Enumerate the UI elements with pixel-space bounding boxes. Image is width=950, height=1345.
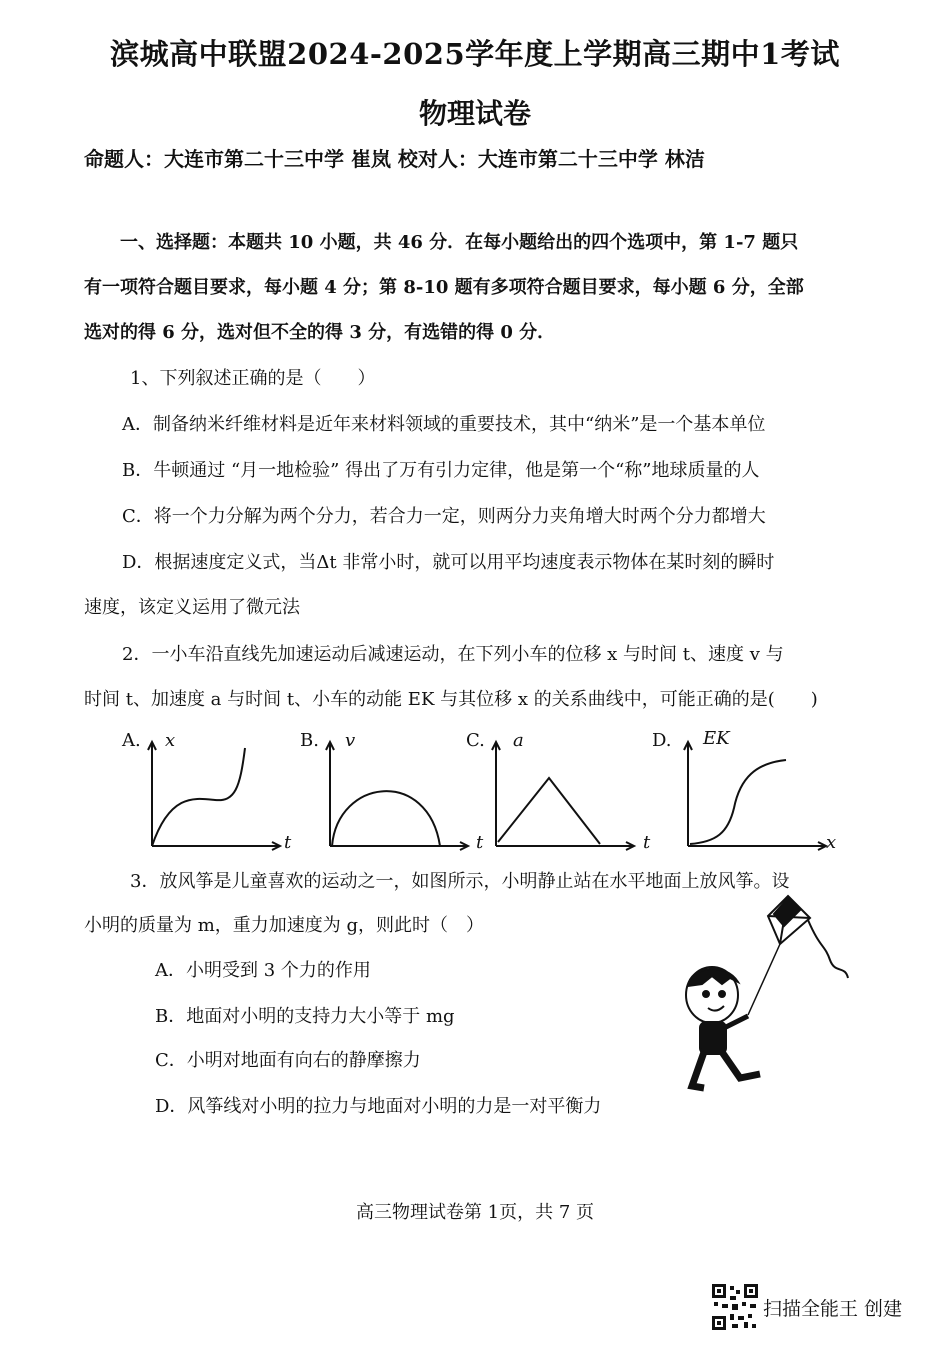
authors-line: 命题人：大连市第二十三中学 崔岚 校对人：大连市第二十三中学 林洁 [84, 147, 705, 171]
q3-option-d: D．风筝线对小明的拉力与地面对小明的力是一对平衡力 [155, 1096, 602, 1117]
q3-stem-line-2: 小明的质量为 m，重力加速度为 g，则此时（ ） [84, 915, 485, 936]
scanner-brand: 扫描全能王 创建 [763, 1298, 903, 1320]
graph-c-x-label: t [643, 832, 651, 853]
section-intro-line-2: 有一项符合题目要求，每小题 4 分；第 8-10 题有多项符合题目要求，每小题 6 分，全部 [84, 277, 804, 298]
graph-b-x-label: t [476, 832, 484, 853]
section-intro-line-1: 一、选择题：本题共 10 小题，共 46 分．在每小题给出的四个选项中，第 1-7 题只 [120, 232, 799, 253]
q3-option-a: A．小明受到 3 个力的作用 [155, 960, 371, 981]
q1-option-d-continued: 速度，该定义运用了微元法 [84, 597, 300, 618]
kite-boy-illustration [670, 890, 860, 1100]
section-intro-line-3: 选对的得 6 分，选对但不全的得 3 分，有选错的得 0 分． [84, 322, 556, 343]
q1-stem: 1、下列叙述正确的是（ ） [130, 368, 376, 389]
graph-d-label: D. [652, 730, 672, 751]
graph-a-xt [140, 738, 290, 853]
graph-a-y-label: x [165, 730, 176, 751]
graph-c-at [484, 738, 644, 853]
graph-d-x-label: x [826, 832, 837, 853]
graph-b-label: B. [300, 730, 319, 751]
graph-c-y-label: a [513, 730, 524, 751]
graph-b-vt [318, 738, 478, 853]
graph-a-label: A. [122, 730, 141, 751]
graph-b-y-label: v [345, 730, 356, 751]
q2-stem-line-2: 时间 t、加速度 a 与时间 t、小车的动能 EK 与其位移 x 的关系曲线中，可能正确的是( ) [84, 689, 818, 710]
qr-code-icon [712, 1284, 758, 1330]
graph-c-label: C. [466, 730, 485, 751]
q3-option-b: B．地面对小明的支持力大小等于 mg [155, 1006, 455, 1027]
q1-option-b: B．牛顿通过 “月一地检验” 得出了万有引力定律，他是第一个“称”地球质量的人 [122, 460, 760, 481]
graph-d-y-label: EK [703, 728, 730, 749]
exam-title: 滨城高中联盟2024-2025学年度上学期高三期中1考试 [110, 37, 840, 71]
q1-option-a: A．制备纳米纤维材料是近年来材料领域的重要技术，其中“纳米”是一个基本单位 [122, 414, 766, 435]
q1-option-d: D．根据速度定义式，当Δt 非常小时，就可以用平均速度表示物体在某时刻的瞬时 [122, 552, 775, 573]
graph-d-ekx [676, 738, 836, 853]
q1-option-c: C．将一个力分解为两个分力，若合力一定，则两分力夹角增大时两个分力都增大 [122, 506, 766, 527]
graph-a-x-label: t [284, 832, 292, 853]
exam-subtitle: 物理试卷 [418, 97, 531, 130]
page-footer: 高三物理试卷第 1页，共 7 页 [355, 1202, 595, 1223]
q2-stem-line-1: 2．一小车沿直线先加速运动后减速运动，在下列小车的位移 x 与时间 t、速度 v 与 [122, 644, 784, 665]
q3-option-c: C．小明对地面有向右的静摩擦力 [155, 1050, 421, 1071]
q3-stem-line-1: 3．放风筝是儿童喜欢的运动之一，如图所示，小明静止站在水平地面上放风筝。设 [130, 871, 790, 892]
